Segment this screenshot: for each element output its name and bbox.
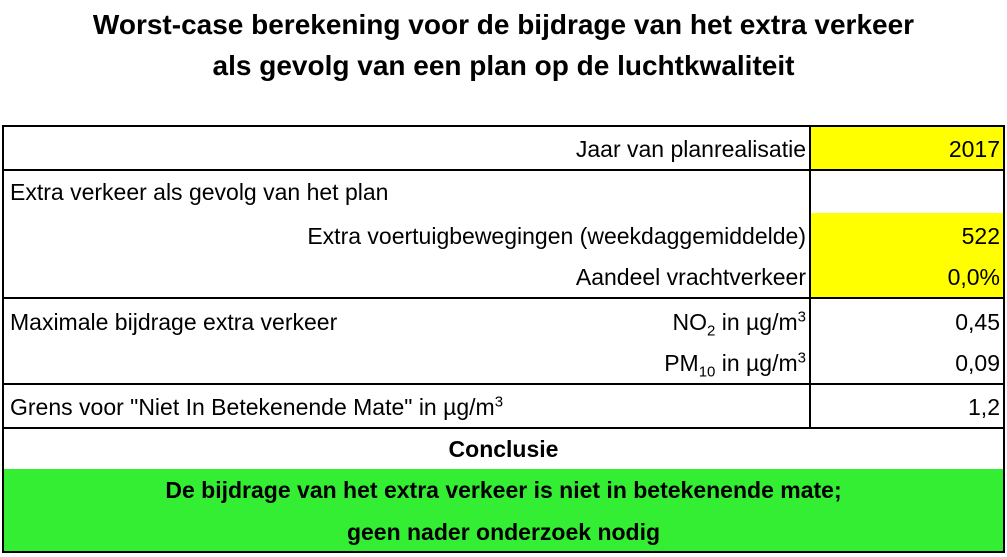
jaar-input-cell[interactable] (811, 127, 1003, 169)
conclusion-label: Conclusie (448, 436, 559, 462)
bewegingen-value[interactable]: 522 (961, 223, 1000, 249)
row-vracht (4, 255, 1003, 297)
row-divider (4, 427, 1003, 429)
page-title (0, 4, 1007, 86)
calculation-table (2, 125, 1005, 553)
conclusion-line-1: De bijdrage van het extra verkeer is niet in betekenende mate; (165, 477, 842, 503)
bewegingen-label: Extra voertuigbewegingen (weekdaggemiddelde) (307, 223, 806, 249)
row-no2 (4, 299, 1003, 341)
conclusion-line-2: geen nader onderzoek nodig (346, 519, 661, 545)
vracht-value[interactable]: 0,0% (947, 264, 1000, 290)
row-bewegingen (4, 213, 1003, 255)
pm10-value: 0,09 (955, 350, 1000, 376)
row-jaar (4, 127, 1003, 169)
conclusion-box (4, 469, 1003, 553)
jaar-label: Jaar van planrealisatie (575, 136, 806, 162)
title-line-1: Worst-case berekening voor de bijdrage van het extra verkeer (92, 9, 915, 40)
no2-value: 0,45 (955, 309, 1000, 335)
no2-label: $NO_2$ in $\mu g/m^3$ (672, 308, 806, 340)
title-line-2: als gevolg van een plan op de luchtkwaliteit (212, 50, 795, 81)
jaar-value[interactable]: 2017 (948, 136, 1000, 162)
extra-header-label: Extra verkeer als gevolg van het plan (10, 179, 389, 205)
max-label: Maximale bijdrage extra verkeer (10, 309, 338, 335)
pm10-label: $PM_{10}$ in $\mu g/m^3$ (664, 349, 806, 381)
row-extra-header (4, 171, 1003, 213)
grens-value: 1,2 (968, 394, 1000, 420)
vracht-input-cell[interactable] (811, 255, 1003, 297)
row-grens (4, 385, 1003, 427)
vracht-label: Aandeel vrachtverkeer (575, 264, 806, 290)
row-pm10 (4, 341, 1003, 383)
grens-label: Grens voor "Niet In Betekenende Mate" in $\mu g/m^3$ (10, 393, 504, 420)
bewegingen-input-cell[interactable] (811, 213, 1003, 255)
